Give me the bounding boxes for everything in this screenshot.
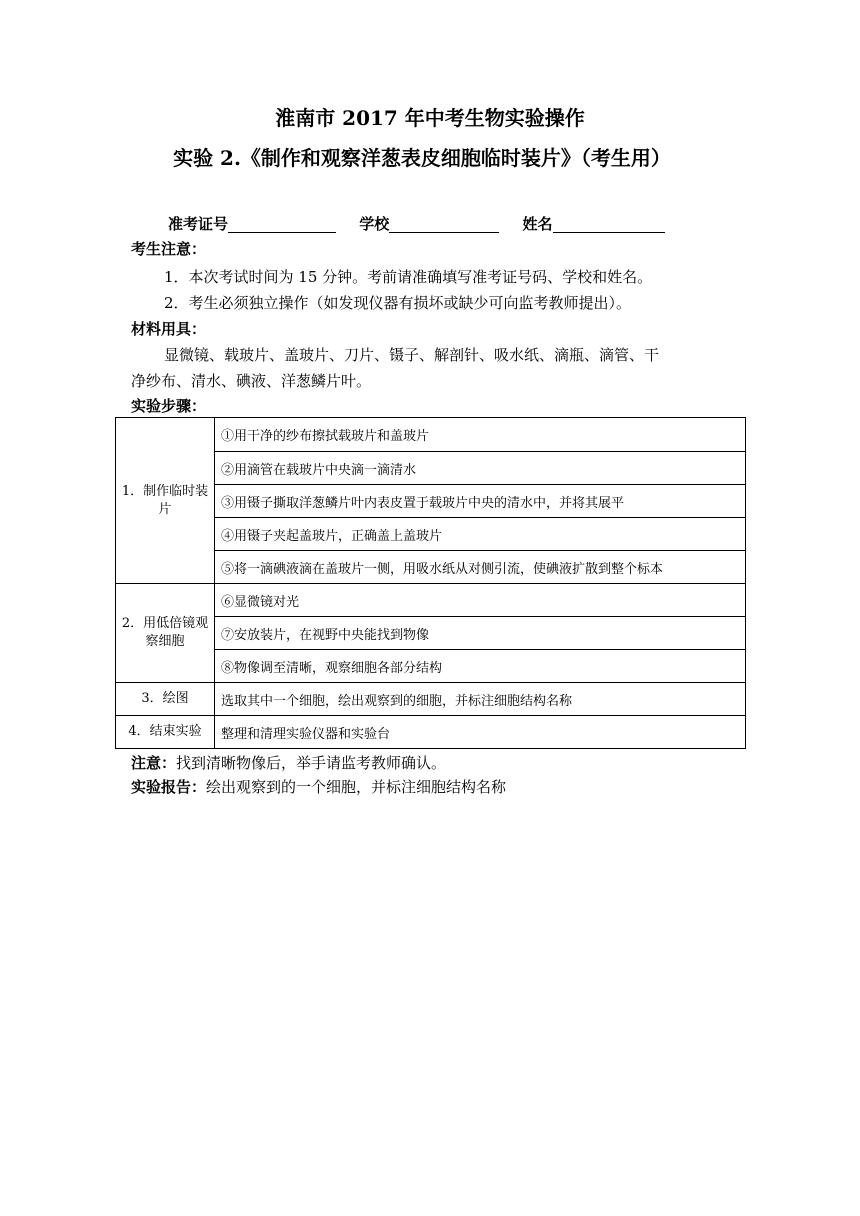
table-row xyxy=(116,716,746,749)
exam-id-blank[interactable] xyxy=(228,214,336,233)
steps-table xyxy=(115,417,746,749)
attention-line xyxy=(131,751,446,775)
report-label: 实验报告： xyxy=(131,778,207,796)
name-blank[interactable] xyxy=(553,214,665,233)
step-item: 选取其中一个细胞，绘出观察到的细胞，并标注细胞结构名称 xyxy=(215,683,746,716)
steps-heading: 实验步骤： xyxy=(131,397,207,415)
step-item: ③用镊子撕取洋葱鳞片叶内表皮置于载玻片中央的清水中，并将其展平 xyxy=(215,485,746,518)
table-row xyxy=(116,418,746,452)
school-label: 学校 xyxy=(359,215,390,233)
school-blank[interactable] xyxy=(389,214,499,233)
table-row xyxy=(116,683,746,716)
notice-item: 1．本次考试时间为 15 分钟。考前请准确填写准考证号码、学校和姓名。 xyxy=(164,268,653,286)
school-group xyxy=(359,212,499,236)
attention-text: 找到清晰物像后，举手请监考教师确认。 xyxy=(176,754,447,772)
step-category: 4．结束实验 xyxy=(116,716,215,749)
step-item: 整理和清理实验仪器和实验台 xyxy=(215,716,746,749)
step-item: ⑦安放装片，在视野中央能找到物像 xyxy=(215,617,746,650)
exam-id-group xyxy=(168,212,336,236)
step-item: ⑧物像调至清晰，观察细胞各部分结构 xyxy=(215,650,746,683)
step-category: 1．制作临时装片 xyxy=(116,418,215,584)
step-item: ⑤将一滴碘液滴在盖玻片一侧，用吸水纸从对侧引流，使碘液扩散到整个标本 xyxy=(215,551,746,584)
notice-item: 2．考生必须独立操作（如发现仪器有损坏或缺少可向监考教师提出）。 xyxy=(164,294,632,312)
table-row xyxy=(116,584,746,617)
page-title: 淮南市 2017 年中考生物实验操作 xyxy=(275,106,585,130)
step-category: 3．绘图 xyxy=(116,683,215,716)
notice-heading: 考生注意： xyxy=(131,240,207,258)
report-text: 绘出观察到的一个细胞，并标注细胞结构名称 xyxy=(206,778,507,796)
candidate-info-row xyxy=(168,212,683,236)
exam-id-label: 准考证号 xyxy=(168,215,229,233)
materials-line: 显微镜、载玻片、盖玻片、刀片、镊子、解剖针、吸水纸、滴瓶、滴管、干 xyxy=(164,346,660,364)
report-line xyxy=(131,775,506,799)
step-category: 2．用低倍镜观察细胞 xyxy=(116,584,215,683)
materials-heading: 材料用具： xyxy=(131,320,207,338)
step-item: ①用干净的纱布擦拭载玻片和盖玻片 xyxy=(215,418,746,452)
attention-label: 注意： xyxy=(131,754,177,772)
step-item: ②用滴管在载玻片中央滴一滴清水 xyxy=(215,452,746,485)
materials-line: 净纱布、清水、碘液、洋葱鳞片叶。 xyxy=(131,372,372,390)
page-subtitle: 实验 2.《制作和观察洋葱表皮细胞临时装片》（考生用） xyxy=(173,146,671,170)
step-item: ⑥显微镜对光 xyxy=(215,584,746,617)
name-label: 姓名 xyxy=(522,215,553,233)
name-group xyxy=(523,212,665,236)
step-item: ④用镊子夹起盖玻片，正确盖上盖玻片 xyxy=(215,518,746,551)
